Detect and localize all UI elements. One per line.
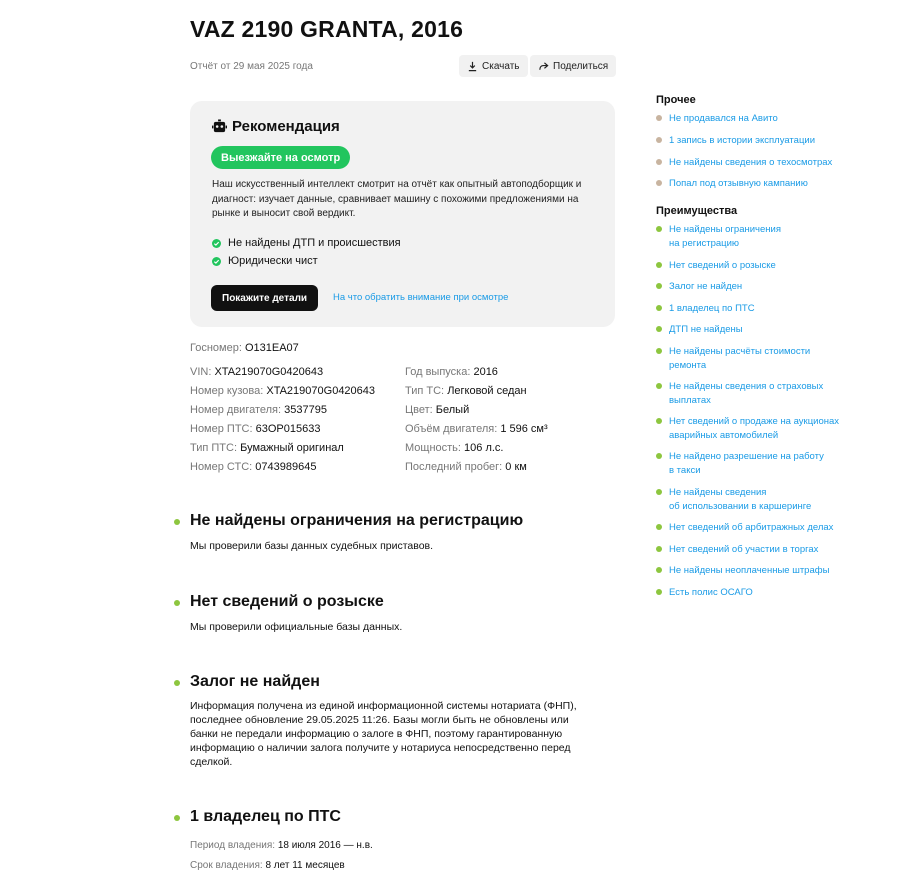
sidebar-other-item-label: Попал под отзывную кампанию — [669, 178, 808, 189]
sidebar-advantage-item[interactable] — [656, 543, 818, 557]
check-icon — [212, 257, 221, 266]
share-icon — [538, 61, 549, 72]
bullet-dot-icon — [656, 180, 662, 186]
spec-engine-number: Номер двигателя: 3537795 — [190, 404, 327, 416]
sidebar-heading-advantages: Преимущества — [656, 205, 738, 217]
sidebar-other-item[interactable] — [656, 156, 832, 170]
recommendation-card — [190, 101, 615, 327]
spec-vehicle-type: Тип ТС: Легковой седан — [405, 385, 527, 397]
section-title-owner: 1 владелец по ПТС — [190, 808, 341, 825]
section-dot — [174, 519, 180, 525]
spec-body-number: Номер кузова: XTA219070G0420643 — [190, 385, 376, 397]
download-button[interactable] — [459, 55, 528, 77]
section-text-registration: Мы проверили базы данных судебных приставов. — [190, 540, 434, 552]
sidebar-other-item[interactable] — [656, 134, 815, 148]
spec-pts-type: Тип ПТС: Бумажный оригинал — [190, 442, 344, 454]
bullet-dot-icon — [656, 589, 662, 595]
show-details-button[interactable]: Покажите детали — [211, 285, 318, 311]
spec-plate: Госномер: О131ЕА07 — [190, 342, 299, 354]
sidebar-advantage-item[interactable] — [656, 302, 755, 316]
sidebar-other-item[interactable] — [656, 177, 808, 191]
sidebar-advantage-item[interactable] — [656, 450, 824, 478]
bullet-dot-icon — [656, 326, 662, 332]
bullet-dot-icon — [656, 283, 662, 289]
verdict-badge: Выезжайте на осмотр — [211, 146, 350, 169]
bullet-dot-icon — [656, 348, 662, 354]
bullet-dot-icon — [656, 115, 662, 121]
section-dot — [174, 815, 180, 821]
download-label: Скачать — [482, 60, 520, 72]
bullet-dot-icon — [656, 262, 662, 268]
inspection-tips-link[interactable]: На что обратить внимание при осмотре — [333, 292, 509, 303]
bullet-dot-icon — [656, 305, 662, 311]
section-text-wanted: Мы проверили официальные базы данных. — [190, 621, 403, 633]
sidebar-advantage-item[interactable] — [656, 345, 810, 373]
sidebar-advantage-item[interactable] — [656, 323, 743, 337]
sidebar-advantage-item[interactable] — [656, 380, 823, 408]
bullet-dot-icon — [656, 546, 662, 552]
sidebar-heading-other: Прочее — [656, 94, 696, 106]
check-icon — [212, 239, 221, 248]
check-label: Не найдены ДТП и происшествия — [228, 237, 401, 249]
sidebar-advantage-item-label: Есть полис ОСАГО — [669, 587, 753, 598]
section-title-pledge: Залог не найден — [190, 673, 320, 690]
sidebar-advantage-item-label: Залог не найден — [669, 281, 743, 292]
bullet-dot-icon — [656, 383, 662, 389]
sidebar-advantage-item-label: 1 владелец по ПТС — [669, 303, 755, 314]
sidebar-advantage-item-label: Не найдены сведения о страховых выплатах — [669, 381, 824, 406]
spec-engine-volume: Объём двигателя: 1 596 см³ — [405, 423, 548, 435]
sidebar-advantage-item-label: Не найдены расчёты стоимости ремонта — [669, 346, 811, 371]
recommendation-heading — [212, 118, 340, 135]
sidebar-advantage-item-label: Нет сведений об арбитражных делах — [669, 522, 834, 533]
share-button[interactable] — [530, 55, 616, 77]
check-item — [212, 255, 318, 267]
sidebar-advantage-item-label: Нет сведений об участии в торгах — [669, 544, 819, 555]
sidebar-advantage-item-label: ДТП не найдены — [669, 324, 743, 335]
sidebar-advantage-item-label: Нет сведений о продаже на аукционах аварийных автомобилей — [669, 416, 840, 441]
spec-power: Мощность: 106 л.с. — [405, 442, 504, 454]
spec-pts-number: Номер ПТС: 63ОР015633 — [190, 423, 321, 435]
bullet-dot-icon — [656, 453, 662, 459]
robot-icon — [212, 119, 227, 134]
download-icon — [467, 61, 478, 72]
bullet-dot-icon — [656, 489, 662, 495]
bullet-dot-icon — [656, 137, 662, 143]
sidebar-advantage-item-label: Не найдены неоплаченные штрафы — [669, 565, 830, 576]
recommendation-description: Наш искусственный интеллект смотрит на отчёт как опытный автоподборщик и диагност: изучает данные, сравнивает машину с похожими предложениями на рынке и выносит свой вердикт. — [212, 179, 582, 219]
sidebar-advantage-item-label: Не найдено разрешение на работу в такси — [669, 451, 824, 476]
ownership-duration: Срок владения: 8 лет 11 месяцев — [190, 860, 345, 871]
section-dot — [174, 680, 180, 686]
bullet-dot-icon — [656, 567, 662, 573]
sidebar-advantage-item[interactable] — [656, 223, 781, 251]
sidebar-advantage-item[interactable] — [656, 415, 839, 443]
sidebar-other-item-label: Не найдены сведения о техосмотрах — [669, 157, 833, 168]
sidebar-other-item-label: 1 запись в истории эксплуатации — [669, 135, 816, 146]
report-date: Отчёт от 29 мая 2025 года — [190, 61, 313, 72]
section-dot — [174, 600, 180, 606]
bullet-dot-icon — [656, 418, 662, 424]
spec-mileage: Последний пробег: 0 км — [405, 461, 527, 473]
sidebar-advantage-item[interactable] — [656, 564, 829, 578]
page-title: VAZ 2190 GRANTA, 2016 — [190, 16, 464, 42]
spec-year: Год выпуска: 2016 — [405, 366, 498, 378]
section-title-registration: Не найдены ограничения на регистрацию — [190, 512, 524, 529]
sidebar-advantage-item-label: Нет сведений о розыске — [669, 260, 776, 271]
check-item — [212, 237, 401, 249]
sidebar-advantage-item[interactable] — [656, 521, 833, 535]
spec-sts-number: Номер СТС: 0743989645 — [190, 461, 317, 473]
recommendation-title: Рекомендация — [232, 118, 340, 135]
sidebar-advantage-item[interactable] — [656, 259, 776, 273]
sidebar-advantage-item-label: Не найдены сведения об использовании в каршеринге — [669, 487, 812, 512]
section-text-pledge: Информация получена из единой информационной системы нотариата (ФНП), последнее обновление 29.05.2025 11:26. Базы могли быть не обновлены или банки не передали информацию о залоге в ФНП, поэтому гарантированную информацию о наличии залога получите у нотариуса непосредственно перед сделкой. — [190, 700, 577, 768]
sidebar-advantage-item[interactable] — [656, 280, 742, 294]
sidebar-other-item[interactable] — [656, 112, 778, 126]
spec-color: Цвет: Белый — [405, 404, 470, 416]
sidebar-advantage-item-label: Не найдены ограничения на регистрацию — [669, 224, 781, 249]
sidebar-advantage-item[interactable] — [656, 486, 811, 514]
bullet-dot-icon — [656, 524, 662, 530]
share-label: Поделиться — [553, 60, 609, 72]
spec-vin: VIN: XTA219070G0420643 — [190, 366, 324, 378]
section-title-wanted: Нет сведений о розыске — [190, 593, 384, 610]
sidebar-advantage-item[interactable] — [656, 586, 753, 600]
bullet-dot-icon — [656, 159, 662, 165]
check-label: Юридически чист — [228, 255, 318, 267]
sidebar-other-item-label: Не продавался на Авито — [669, 113, 778, 124]
ownership-period: Период владения: 18 июля 2016 — н.в. — [190, 840, 373, 851]
bullet-dot-icon — [656, 226, 662, 232]
